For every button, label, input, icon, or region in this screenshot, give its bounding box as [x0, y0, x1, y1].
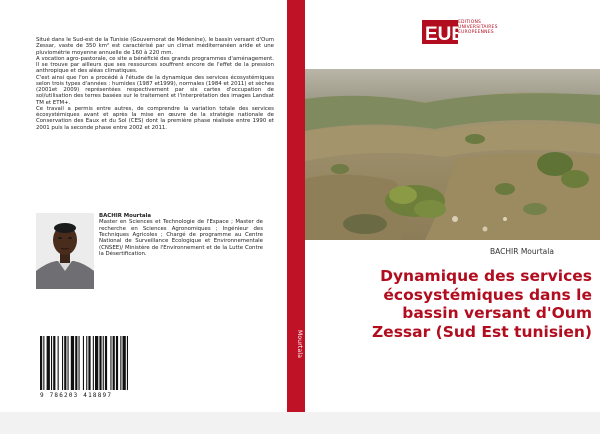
barcode-bar	[71, 336, 74, 390]
barcode-bar	[83, 336, 84, 390]
barcode-bar	[43, 336, 44, 390]
barcode-bar	[113, 336, 115, 390]
barcode-bar	[40, 336, 42, 390]
barcode-bar	[75, 336, 77, 390]
barcode-bar	[105, 336, 107, 390]
barcode-bar	[64, 336, 66, 390]
blurb-paragraph: Ce travail a permis entre autres, de comprendre la variation totale des services écosystémiques avant et après la mise en œuvre de la stratégie nationale de Conservation des Eaux et du Sol (CES) dont la première phase réalisée entre 1990 et 2001 puis la seconde phase entre 2002 et 2011.	[36, 105, 274, 131]
book-title	[340, 267, 592, 341]
barcode-bar	[53, 336, 55, 390]
barcode-bar	[103, 336, 104, 390]
isbn-barcode	[36, 334, 154, 400]
publisher-name	[458, 20, 518, 35]
author-photo	[36, 213, 94, 289]
barcode-bar	[127, 336, 128, 390]
publisher-logo-letters: EUE	[425, 24, 462, 45]
blurb-paragraph: C'est ainsi que l'on a procédé à l'étude de la dynamique des services écosystémiques selon trois types d'années : humides (1987 et1999), normales (1984 et 2011) et sèches (2001et 2009) représentées respectivement par six cartes d'occupation de sol/utilisation des terres basées sur le traitement et l'interprétation des images Landsat TM et ETM+.	[36, 74, 274, 106]
title-line: Zessar (Sud Est tunisien)	[371, 322, 592, 341]
title-line: Dynamique des services	[380, 267, 592, 285]
back-cover-blurb	[36, 37, 274, 131]
page-bottom-margin	[0, 412, 600, 434]
barcode-bar	[93, 336, 94, 390]
title-line: bassin versant d'Oum	[402, 304, 592, 322]
barcode-bar	[62, 336, 63, 390]
barcode-bar	[68, 336, 69, 390]
barcode-bar	[47, 336, 50, 390]
barcode-bar	[116, 336, 118, 390]
publisher-line: EDITIONS	[458, 20, 482, 25]
barcode-bar	[88, 336, 90, 390]
isbn-digits: 9 786203 418897	[40, 392, 113, 399]
barcode-bar	[120, 336, 121, 390]
title-line: écosystémiques dans le	[383, 285, 592, 304]
blurb-paragraph: A vocation agro-pastorale, ce site a bénéficié des grands programmes d'aménagement. Il se trouve par ailleurs que ses ressources souffrent encore de l'effet de la pression anthropique et des aléas climatiques.	[36, 55, 274, 75]
front-author-name: BACHIR Mourtala	[490, 247, 554, 256]
barcode-bar	[95, 336, 98, 390]
author-name: BACHIR Mourtala	[99, 213, 152, 219]
blurb-paragraph: Situé dans le Sud-est de la Tunisie (Gouvernorat de Médenine), le bassin versant d'Oum Zessar, vaste de 350 km² est caractérisé par un climat méditerranéen aride et une pluviométrie moyenne annuelle de 160 à 220 mm.	[36, 37, 274, 56]
barcode-bar	[86, 336, 87, 390]
barcode-bar	[58, 336, 59, 390]
author-bio	[99, 213, 263, 257]
publisher-line: UNIVERSITAIRES	[458, 25, 498, 30]
barcode-bar	[110, 336, 111, 390]
barcode-bar	[99, 336, 101, 390]
barcode-bar	[123, 336, 126, 390]
spine-author: Mourtala	[296, 330, 303, 359]
barcode-bar	[51, 336, 52, 390]
barcode-bar	[79, 336, 80, 390]
cover-landscape-photo	[305, 69, 600, 240]
author-bio-text: Master en Sciences et Technologie de l'Espace ; Master de recherche en Sciences Agronomiques ; Ingénieur des Techniques Agricoles ; Chargé de programme au Centre National de Surveillance Ecologique et Environnementale (CNSEE)/ Ministère de l'Environnement et de la Lutte Contre la Désertification.	[99, 219, 263, 258]
publisher-line: EUROPEENNES	[458, 30, 494, 35]
